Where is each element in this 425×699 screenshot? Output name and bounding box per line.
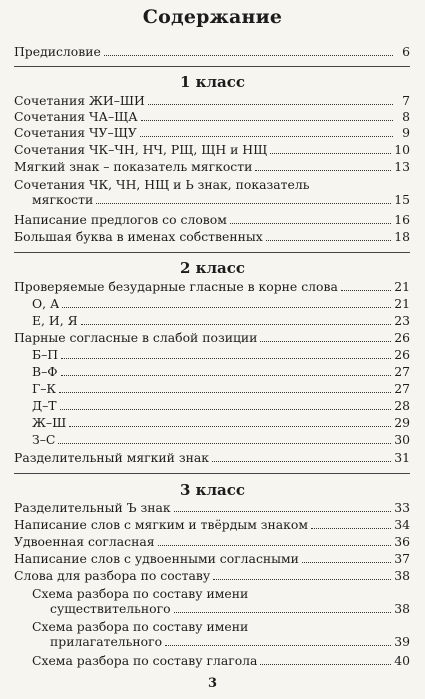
toc-entry-page: 7: [402, 93, 410, 108]
toc-entry[interactable]: [14, 125, 410, 140]
toc-entry-page: 28: [394, 398, 410, 413]
leader-dots: [61, 348, 391, 359]
toc-entry-text: Ж–Ш: [32, 415, 67, 430]
toc-entry-page: 27: [394, 364, 410, 379]
toc-entry-text: Г–К: [32, 381, 56, 396]
leader-dots: [302, 552, 391, 563]
toc-entry[interactable]: [14, 517, 410, 532]
toc-entry-page: 26: [394, 347, 410, 362]
toc-entry-text: Сочетания ЧК, ЧН, НЩ и Ь знак, показатель: [14, 177, 310, 192]
toc-entry-page: 34: [394, 517, 410, 532]
page-title: Содержание: [142, 6, 283, 28]
section-divider: [14, 66, 410, 67]
toc-entry-text: З–С: [32, 432, 56, 447]
toc-entry-text: Мягкий знак – показатель мягкости: [14, 159, 253, 174]
page-number: 3: [207, 676, 218, 691]
toc-entry-text-cont: мягкости: [32, 192, 94, 207]
toc-entry[interactable]: [14, 568, 410, 583]
leader-dots: [81, 314, 392, 325]
toc-entry[interactable]: [32, 415, 410, 430]
toc-entry-page: 6: [402, 44, 410, 59]
toc-entry-page: 36: [394, 534, 410, 549]
toc-entry-page: 37: [394, 551, 410, 566]
section-divider: [14, 252, 410, 253]
toc-entry[interactable]: [14, 500, 410, 515]
leader-dots: [158, 535, 392, 546]
toc-entry-text: Разделительный мягкий знак: [14, 450, 209, 465]
toc-entry-text: Написание предлогов со словом: [14, 212, 227, 227]
toc-entry-text: Сочетания ЧК–ЧН, НЧ, РЩ, ЩН и НЩ: [14, 142, 268, 157]
toc-entry[interactable]: [14, 142, 410, 157]
toc-entry[interactable]: [14, 177, 410, 207]
leader-dots: [174, 602, 392, 613]
toc-entry[interactable]: [32, 619, 410, 649]
toc-entry[interactable]: [32, 398, 410, 413]
toc-entry-text: Разделительный Ъ знак: [14, 500, 171, 515]
leader-dots: [174, 501, 392, 512]
toc-entry[interactable]: [14, 229, 410, 244]
leader-dots: [165, 635, 391, 646]
toc-entry-text: Б–П: [32, 347, 59, 362]
toc-entry-text: Написание слов с мягким и твёрдым знаком: [14, 517, 309, 532]
toc-entry-text: Написание слов с удвоенными согласными: [14, 551, 299, 566]
section-heading-2: 2 класс: [179, 259, 246, 277]
leader-dots: [230, 213, 391, 224]
toc-entry-page: 38: [394, 568, 410, 583]
leader-dots: [104, 45, 393, 56]
toc-entry[interactable]: [32, 364, 410, 379]
toc-entry-text-cont: прилагательного: [50, 634, 163, 649]
toc-entry-preface[interactable]: [14, 44, 410, 59]
toc-entry-text: Большая буква в именах собственных: [14, 229, 263, 244]
toc-entry-page: 29: [394, 415, 410, 430]
toc-entry[interactable]: [14, 330, 410, 345]
toc-entry-page: 27: [394, 381, 410, 396]
toc-entry[interactable]: [14, 93, 410, 108]
toc-entry-page: 21: [394, 296, 410, 311]
toc-entry[interactable]: [32, 432, 410, 447]
toc-entry-text: Сочетания ЖИ–ШИ: [14, 93, 145, 108]
toc-entry[interactable]: [32, 653, 410, 668]
leader-dots: [311, 518, 391, 529]
toc-entry-text: Схема разбора по составу имени: [32, 619, 249, 634]
toc-entry-text: Проверяемые безударные гласные в корне слова: [14, 279, 338, 294]
toc-entry-page: 40: [394, 653, 410, 668]
leader-dots: [341, 280, 391, 291]
toc-entry[interactable]: [14, 551, 410, 566]
toc-entry-page: 33: [394, 500, 410, 515]
toc-entry-page: 18: [394, 229, 410, 244]
leader-dots: [270, 143, 391, 154]
toc-entry-page: 9: [402, 125, 410, 140]
toc-entry-text: Сочетания ЧУ–ЩУ: [14, 125, 137, 140]
section-divider: [14, 473, 410, 474]
toc-entry[interactable]: [14, 109, 410, 124]
toc-entry[interactable]: [32, 381, 410, 396]
toc-entry-text: О, А: [32, 296, 60, 311]
toc-entry-text: Удвоенная согласная: [14, 534, 155, 549]
toc-entry-text: Д–Т: [32, 398, 57, 413]
toc-entry[interactable]: [14, 534, 410, 549]
toc-entry[interactable]: [32, 296, 410, 311]
toc-entry-text: Слова для разбора по составу: [14, 568, 211, 583]
toc-entry-text: Парные согласные в слабой позиции: [14, 330, 258, 345]
leader-dots: [61, 365, 392, 376]
toc-entry[interactable]: [14, 450, 410, 465]
section-heading-3: 3 класс: [179, 481, 246, 499]
toc-entry[interactable]: [32, 313, 410, 328]
leader-dots: [141, 110, 393, 121]
toc-entry[interactable]: [14, 159, 410, 174]
toc-entry-page: 31: [394, 450, 410, 465]
toc-entry[interactable]: [14, 212, 410, 227]
toc-entry-text: Е, И, Я: [32, 313, 78, 328]
leader-dots: [260, 331, 391, 342]
toc-entry-text: Предисловие: [14, 44, 101, 59]
toc-entry-text: Схема разбора по составу имени: [32, 586, 249, 601]
toc-entry-page: 8: [402, 109, 410, 124]
toc-entry[interactable]: [32, 586, 410, 616]
toc-entry-text-cont: существительного: [50, 601, 171, 616]
leader-dots: [213, 569, 391, 580]
leader-dots: [212, 451, 391, 462]
toc-entry-page: 13: [394, 159, 410, 174]
toc-entry-page: 30: [394, 432, 410, 447]
leader-dots: [58, 433, 391, 444]
toc-entry-page: 26: [394, 330, 410, 345]
leader-dots: [260, 654, 391, 665]
toc-entry-text: В–Ф: [32, 364, 58, 379]
toc-entry[interactable]: [32, 347, 410, 362]
leader-dots: [255, 160, 391, 171]
leader-dots: [59, 382, 391, 393]
leader-dots: [69, 416, 391, 427]
leader-dots: [266, 230, 392, 241]
leader-dots: [60, 399, 392, 410]
section-heading-1: 1 класс: [179, 73, 246, 91]
toc-entry-text: Схема разбора по составу глагола: [32, 653, 258, 668]
toc-entry-page: 10: [394, 142, 410, 157]
toc-entry-page: 15: [394, 192, 410, 207]
toc-entry-page: 21: [394, 279, 410, 294]
toc-entry-page: 16: [394, 212, 410, 227]
toc-entry-page: 38: [394, 601, 410, 616]
toc-entry-page: 39: [394, 634, 410, 649]
leader-dots: [140, 126, 393, 137]
toc-entry-text: Сочетания ЧА–ЩА: [14, 109, 138, 124]
leader-dots: [96, 193, 391, 204]
leader-dots: [148, 94, 393, 105]
leader-dots: [62, 297, 391, 308]
toc-entry[interactable]: [14, 279, 410, 294]
toc-entry-page: 23: [394, 313, 410, 328]
